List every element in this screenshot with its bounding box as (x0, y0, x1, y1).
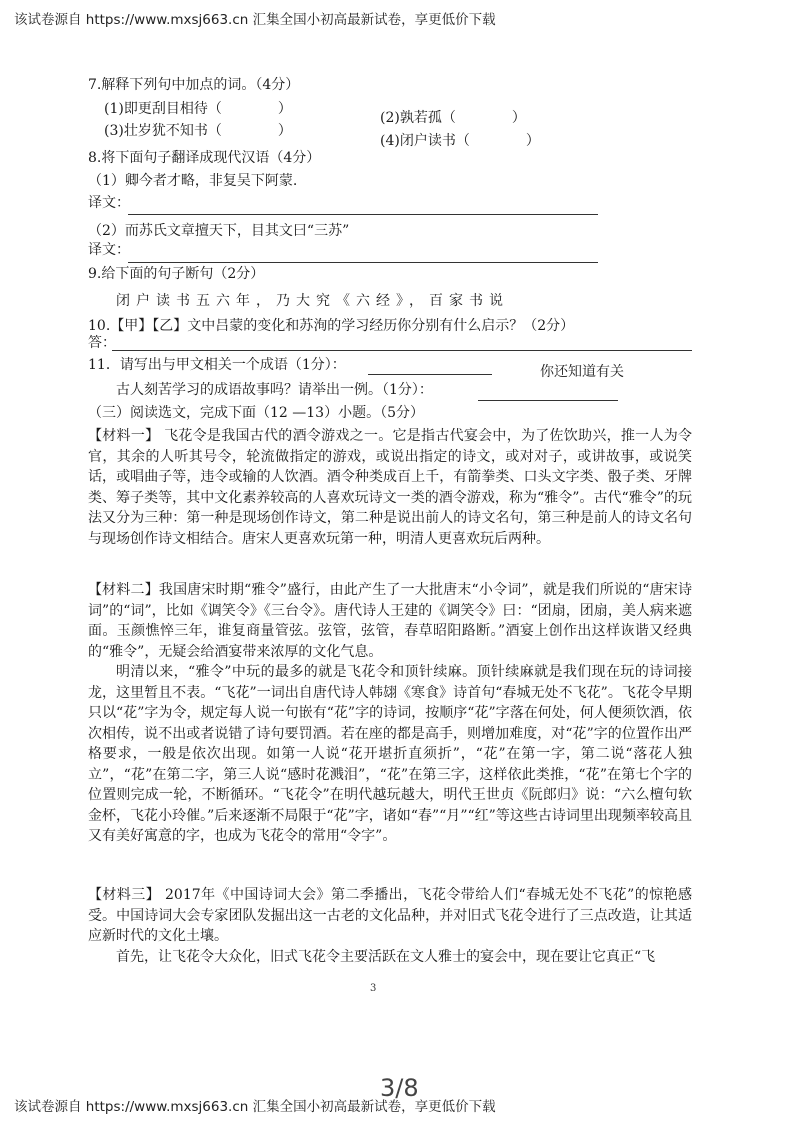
material-2-continued: 明清以来，“雅令”中玩的最多的就是飞花令和顶针续麻。顶针续麻就是我们现在玩的诗词接龙，这里暂且不表。“飞花”一词出自唐代诗人韩翃《寒食》诗首句“春城无处不飞花”。飞花令早期只以“花”字为令，规定每人说一句嵌有“花”字的诗词，按顺序“花”字落在何处，何人便须饮酒，依次相传，说不出或者说错了诗句要罚酒。若在座的都是高手，则增加难度，对“花”字的位置作出严格要求，一般是依次出现。如第一人说“花开堪折直须折”，“花”在第一字，第二说“落花人独立”，“花”在第二字，第三人说“感时花溅泪”，“花”在第三字，这样依此类推，“花”在第七个字的位置则完成一轮，不断循环。“飞花令”在明代越玩越大，明代王世贞《阮郎归》说：“六么檀句软金杯，飞花小玲催。”后来逐渐不局限于“花”字，诸如“春”“月”“红”等这些古诗词里出现频率较高且又有美好寓意的字，也成为飞花令的常用“令字”。 (88, 664, 692, 844)
q11-line2: 古人刻苦学习的成语故事吗？请举出一例。（1分）： (116, 382, 433, 398)
q11-blank2 (478, 400, 618, 401)
q11-line1-tail: 你还知道有关 (540, 364, 624, 380)
q7-item1: (1)即更刮目相待（ ） (104, 101, 292, 117)
q9-sentence: 闭户读书五六年，乃大究《六经》，百家书说 (116, 293, 509, 309)
page-indicator: 3/8 (380, 1074, 419, 1102)
q9-stem: 9.给下面的句子断句（2分） (88, 266, 265, 282)
q10-answer-label: 答： (88, 335, 116, 351)
header-banner: 该试卷源自 https://www.mxsj663.cn 汇集全国小初高最新试卷，享更低价下载 (14, 12, 496, 28)
q7-item2: (2)孰若孤（ ） (380, 110, 526, 126)
section3-heading: （三）阅读选文，完成下面（12 —13）小题。（5分） (88, 405, 424, 421)
q8-answer-line2 (128, 262, 598, 263)
material-3-continued: 首先，让飞花令大众化，旧式飞花令主要活跃在文人雅士的宴会中，现在要让它真正“飞 (116, 948, 656, 965)
material-2-text: 【材料二】我国唐宋时期“雅令”盛行，由此产生了一大批唐末“小令词”，就是我们所说的“唐宋诗词”的“词”，比如《调笑令》《三台令》。唐代诗人王建的《调笑令》曰：“团扇，团扇，美人病来遮面。玉颜憔悴三年，谁复商量管弦。弦管，弦管，春草昭阳路断。”酒宴上创作出这样诙谐又经典的“雅令”，无疑会给酒宴带来浓厚的文化气息。 (88, 582, 692, 660)
q10-stem: 10.【甲】【乙】文中吕蒙的变化和苏洵的学习经历你分别有什么启示？（2分） (88, 318, 575, 334)
q8-answer-label2: 译文： (88, 242, 130, 258)
q8-answer-line1 (128, 214, 598, 215)
material-1 (88, 426, 692, 549)
q7-item4: (4)闭户读书（ ） (380, 133, 540, 149)
q11-blank1 (368, 374, 492, 375)
footer-banner: 该试卷源自 https://www.mxsj663.cn 汇集全国小初高最新试卷，享更低价下载 (14, 1099, 496, 1115)
q8-sentence2: （2）而苏氏文章擅天下，目其文曰“三苏” (88, 223, 350, 239)
material-1-text: 【材料一】 飞花令是我国古代的酒令游戏之一。它是指古代宴会中，为了佐饮助兴，推一人为令官，其余的人听其号令，轮流做指定的游戏，或说出指定的诗文，或对对子，或讲故事，或说笑话，或唱曲子等，违令或输的人饮酒。酒令种类成百上千，有箭拳类、口头文字类、骰子类、牙牌类、筹子类等，其中文化素养较高的人喜欢玩诗文一类的酒令游戏，称为“雅令”。古代“雅令”的玩法又分为三种：第一种是现场创作诗文，第二种是说出前人的诗文名句，第三种是前人的诗文名句与现场创作诗文相结合。唐宋人更喜欢玩第一种，明清人更喜欢玩后两种。 (88, 428, 692, 547)
q11-line1: 11．请写出与甲文相关一个成语（1分）： (88, 357, 346, 373)
q8-sentence1: （1）卿今者才略，非复吴下阿蒙. (88, 173, 298, 189)
q10-answer-line (112, 350, 692, 351)
q8-stem: 8.将下面句子翻译成现代汉语（4分） (88, 150, 321, 166)
material-2 (88, 580, 692, 847)
q8-answer-label1: 译文： (88, 195, 130, 211)
material-3 (88, 885, 692, 967)
q7-stem: 7.解释下列句中加点的词。（4分） (88, 77, 300, 93)
material-3-text: 【材料三】 2017年《中国诗词大会》第二季播出，飞花令带给人们“春城无处不飞花”的惊艳感受。中国诗词大会专家团队发掘出这一古老的文化品种，并对旧式飞花令进行了三点改造，让其适应新时代的文化土壤。 (88, 887, 692, 944)
page-number: 3 (370, 983, 377, 994)
q7-item3: (3)壮岁犹不知书（ ） (104, 123, 292, 139)
